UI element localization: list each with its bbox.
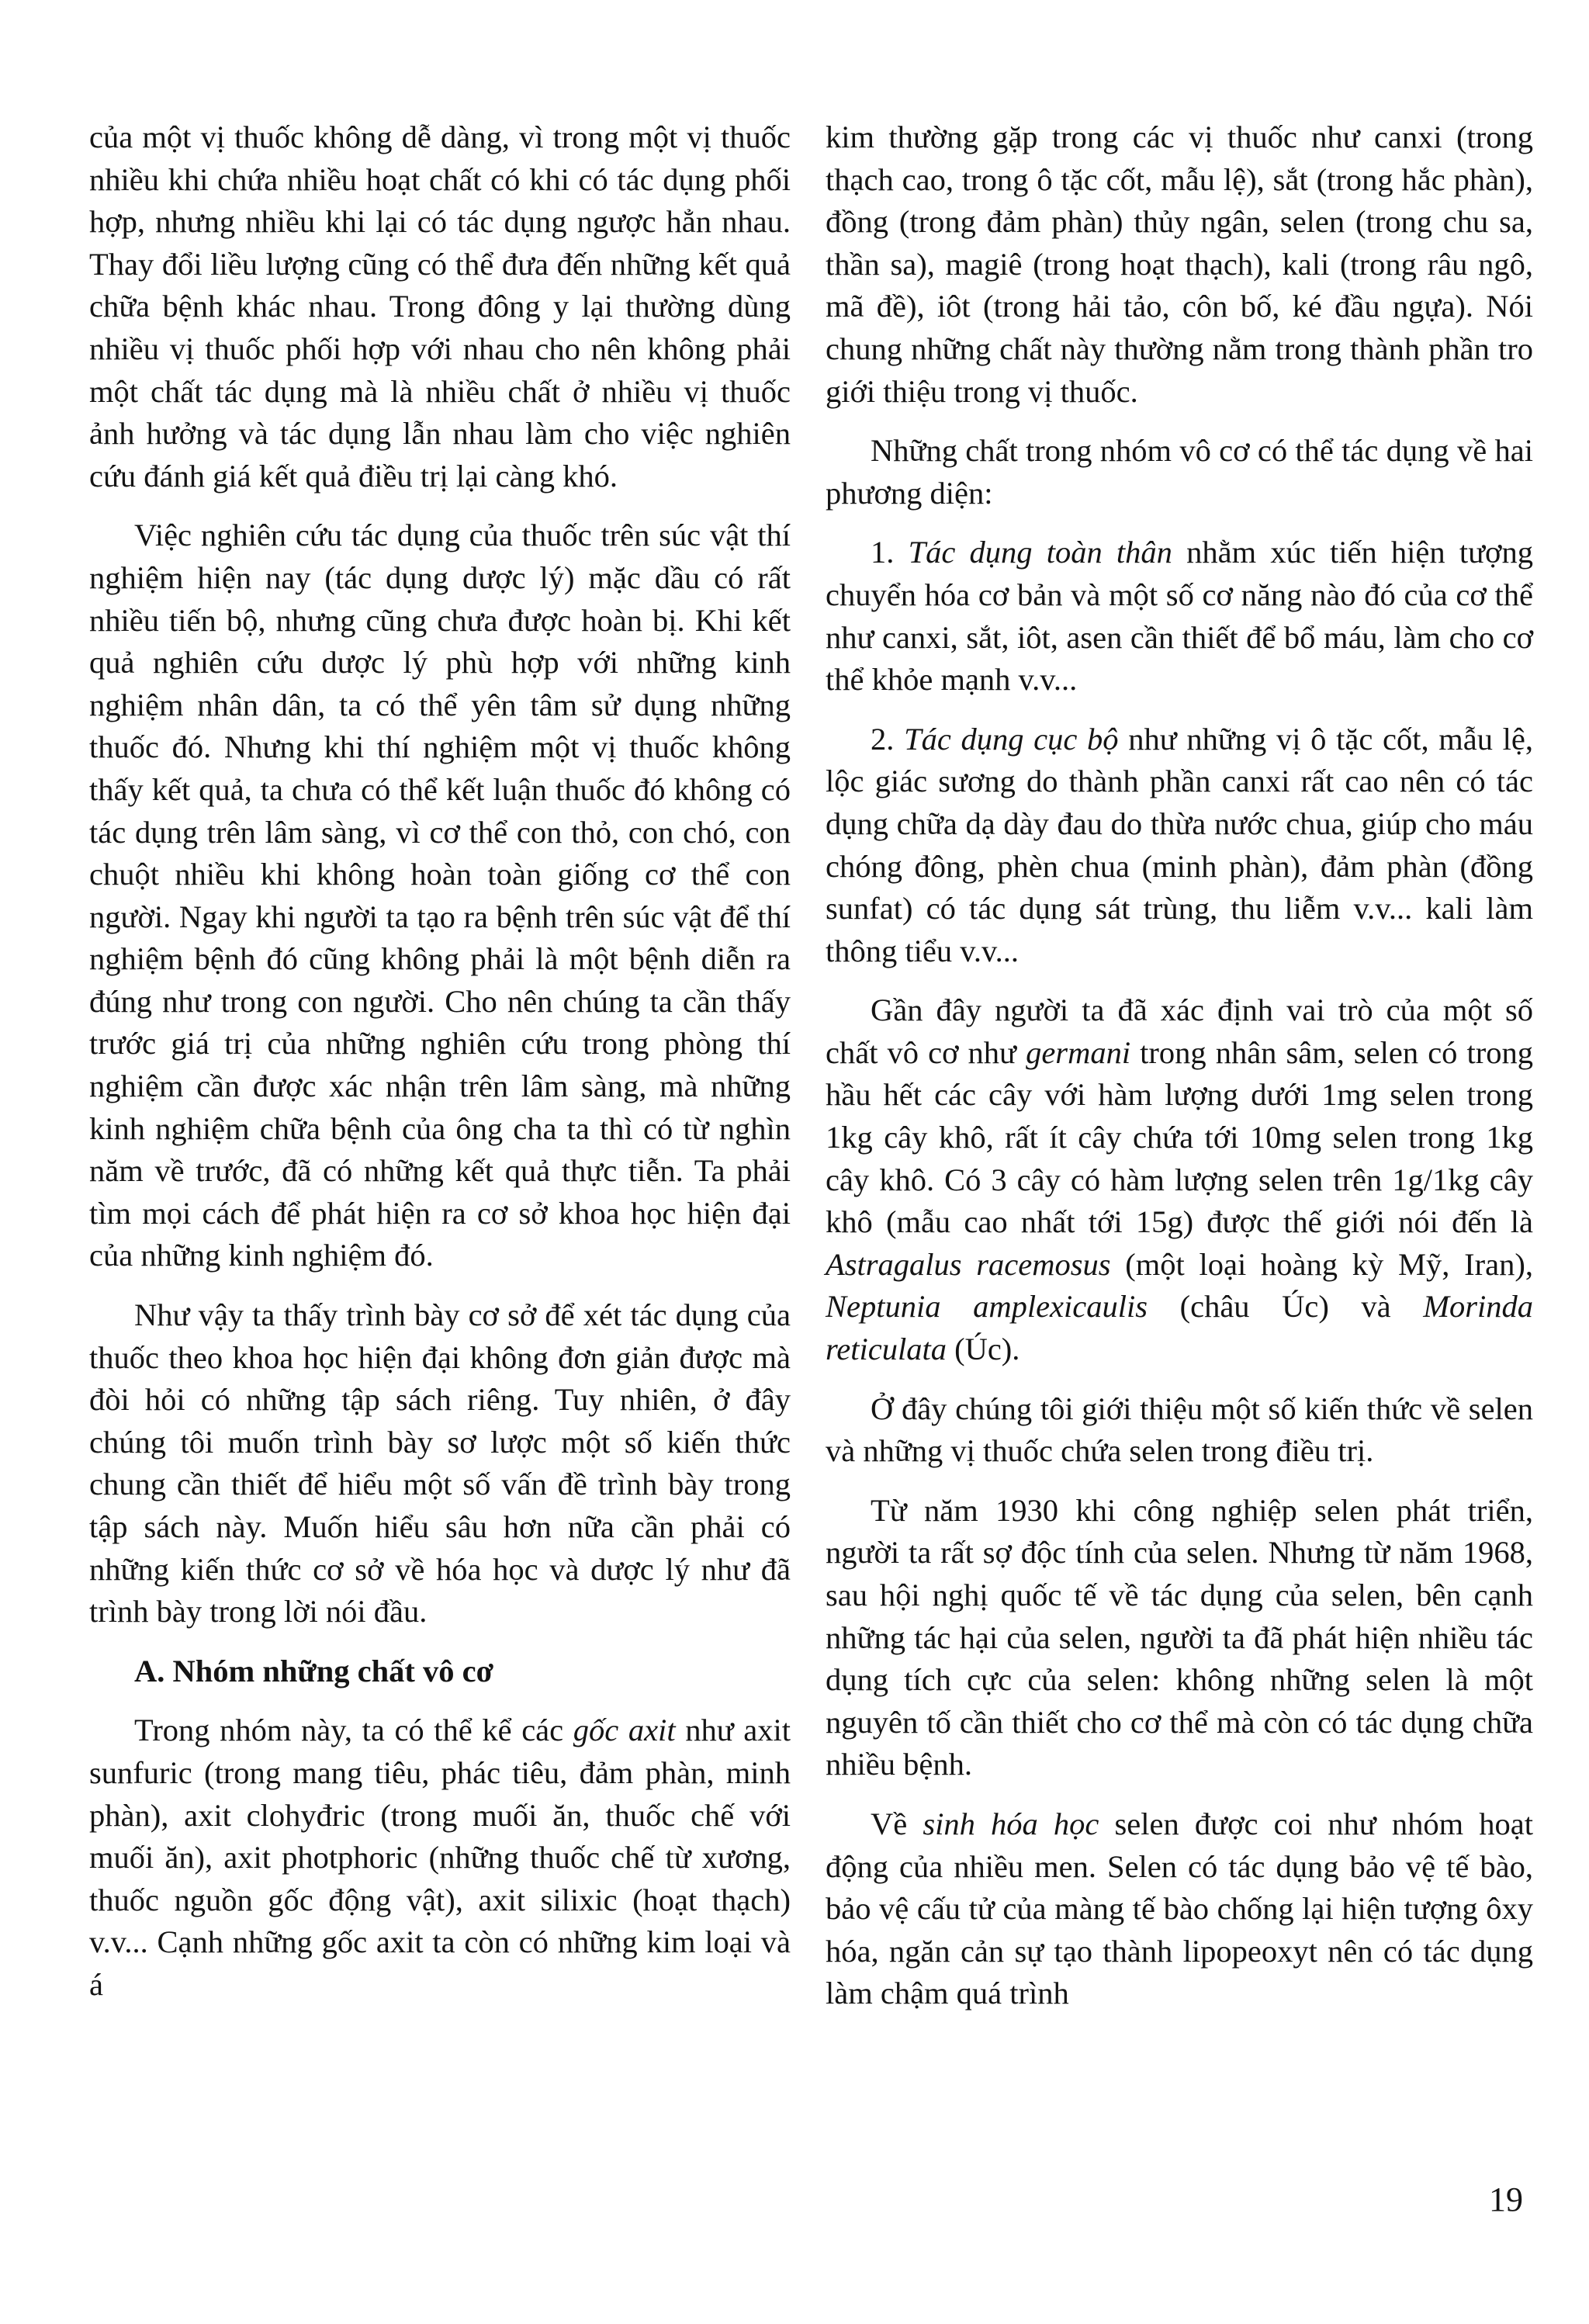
text-run: như những vị ô tặc cốt, mẫu lệ, lộc giác sương do thành phần canxi rất cao nên có tác dụng chữa dạ dày đau do thừa nước chua, giúp cho máu chóng đông, phèn chua (minh phàn), đảm phàn (đồng sunfat) có tác dụng sát trùng, thu liễm v.v... kali làm thông tiểu v.v... xyxy=(826,721,1534,968)
italic-term: sinh hóa học xyxy=(923,1806,1099,1841)
paragraph xyxy=(826,719,1533,973)
paragraph: Từ năm 1930 khi công nghiệp selen phát triển, người ta rất sợ độc tính của selen. Nhưng từ năm 1968, sau hội nghị quốc tế về tác dụng của selen, bên cạnh những tác hại của selen, người ta đã phát hiện nhiều tác dụng tích cực của selen: không những selen là một nguyên tố cần thiết cho cơ thể mà còn có tác dụng chữa nhiều bệnh. xyxy=(826,1492,1533,1782)
italic-term: Morinda reticulata xyxy=(826,1289,1533,1367)
paragraph xyxy=(826,1803,1533,2015)
text-run: (Úc). xyxy=(946,1332,1020,1367)
italic-term: Astragalus racemosus xyxy=(826,1246,1111,1282)
right-column xyxy=(826,116,1533,2032)
paragraph: Những chất trong nhóm vô cơ có thể tác dụng về hai phương diện: xyxy=(826,433,1533,511)
page-number: 19 xyxy=(1489,2180,1523,2218)
paragraph xyxy=(89,1709,791,2006)
italic-term: gốc axit xyxy=(573,1713,676,1748)
text-run: (châu Úc) và xyxy=(1148,1289,1424,1325)
italic-term: Tác dụng toàn thân xyxy=(908,535,1172,570)
text-run: Trong nhóm này, ta có thể kể các xyxy=(134,1713,573,1748)
text-run: như axit sunfuric (trong mang tiêu, phác tiêu, đảm phàn, minh phàn), axit clohyđric (trong muối ăn, thuốc chế với muối ăn), axit photphoric (những thuốc chế từ xương, thuốc nguồn gốc động vật), axit silixic (hoạt thạch) v.v... Cạnh những gốc axit ta còn có những kim loại và á xyxy=(89,1713,791,2002)
text-run: selen được coi như nhóm hoạt động của nhiều men. Selen có tác dụng bảo vệ tế bào, bảo vệ cấu tử của màng tế bào chống lại hiện tượng ôxy hóa, ngăn cản sự tạo thành lipopeoxyt nên có tác dụng làm chậm quá trình xyxy=(826,1806,1533,2011)
paragraph: của một vị thuốc không dễ dàng, vì trong một vị thuốc nhiều khi chứa nhiều hoạt chất có khi có tác dụng phối hợp, nhưng nhiều khi lại có tác dụng ngược hẳn nhau. Thay đổi liều lượng cũng có thể đưa đến những kết quả chữa bệnh khác nhau. Trong đông y lại thường dùng nhiều vị thuốc phối hợp với nhau cho nên không phải một chất tác dụng mà là nhiều chất ở nhiều vị thuốc ảnh hưởng và tác dụng lẫn nhau làm cho việc nghiên cứu đánh giá kết quả điều trị lại càng khó. xyxy=(89,119,791,494)
left-column xyxy=(89,116,791,2024)
italic-term: Neptunia amplexicaulis xyxy=(826,1289,1148,1325)
list-number: 1. xyxy=(871,535,909,570)
paragraph xyxy=(826,989,1533,1370)
paragraph xyxy=(826,532,1533,701)
text-run: trong nhân sâm, selen có trong hầu hết các cây với hàm lượng dưới 1mg selen trong 1kg cây khô, rất ít cây chứa tới 10mg selen trong 1kg cây khô. Có 3 cây có hàm lượng selen trên 1g/1kg cây khô (mẫu cao nhất tới 15g) được thế giới nói đến là xyxy=(826,1034,1533,1240)
text-run: (một loại hoàng kỳ Mỹ, Iran), xyxy=(1110,1246,1533,1282)
text-run: nhằm xúc tiến hiện tượng chuyển hóa cơ bản và một số cơ năng nào đó của cơ thể như canxi, sắt, iôt, asen cần thiết để bổ máu, làm cho cơ thể khỏe mạnh v.v... xyxy=(826,535,1533,698)
section-heading: A. Nhóm những chất vô cơ xyxy=(134,1653,494,1688)
italic-term: Tác dụng cục bộ xyxy=(904,721,1119,757)
italic-term: germani xyxy=(1026,1034,1131,1070)
paragraph: kim thường gặp trong các vị thuốc như canxi (trong thạch cao, trong ô tặc cốt, mẫu lệ), sắt (trong hắc phàn), đồng (trong đảm phàn) thủy ngân, selen (trong chu sa, thần sa), magiê (trong hoạt thạch), kali (trong râu ngô, mã đề), iôt (trong hải tảo, côn bố, ké đầu ngựa). Nói chung những chất này thường nằm trong thành phần tro giới thiệu trong vị thuốc. xyxy=(826,119,1533,409)
paragraph: Như vậy ta thấy trình bày cơ sở để xét tác dụng của thuốc theo khoa học hiện đại không đơn giản được mà đòi hỏi có những tập sách riêng. Tuy nhiên, ở đây chúng tôi muốn trình bày sơ lược một số kiến thức chung cần thiết để hiểu một số vấn đề trình bày trong tập sách này. Muốn hiểu sâu hơn nữa cần phải có những kiến thức cơ sở về hóa học và dược lý như đã trình bày trong lời nói đầu. xyxy=(89,1297,791,1630)
text-run: Gần đây người ta đã xác định vai trò của một số chất vô cơ như xyxy=(826,992,1533,1070)
paragraph: Ở đây chúng tôi giới thiệu một số kiến thức về selen và những vị thuốc chứa selen trong điều trị. xyxy=(826,1391,1533,1469)
list-number: 2. xyxy=(871,721,905,757)
text-run: Về xyxy=(871,1806,923,1841)
paragraph: Việc nghiên cứu tác dụng của thuốc trên súc vật thí nghiệm hiện nay (tác dụng dược lý) mặc dầu có rất nhiều tiến bộ, nhưng cũng chưa được hoàn bị. Khi kết quả nghiên cứu dược lý phù hợp với những kinh nghiệm nhân dân, ta có thể yên tâm sử dụng những thuốc đó. Nhưng khi thí nghiệm một vị thuốc không thấy kết quả, ta chưa có thể kết luận thuốc đó không có tác dụng trên lâm sàng, vì cơ thể con thỏ, con chó, con chuột nhiều khi không hoàn toàn giống cơ thể con người. Ngay khi người ta tạo ra bệnh trên súc vật để thí nghiệm bệnh đó cũng không phải là một bệnh diễn ra đúng như trong con người. Cho nên chúng ta cần thấy trước giá trị của những nghiên cứu trong phòng thí nghiệm cần được xác nhận trên lâm sàng, mà những kinh nghiệm chữa bệnh của ông cha ta thì có từ nghìn năm về trước, đã có những kết quả thực tiễn. Ta phải tìm mọi cách để phát hiện ra cơ sở khoa học hiện đại của những kinh nghiệm đó. xyxy=(89,518,791,1273)
